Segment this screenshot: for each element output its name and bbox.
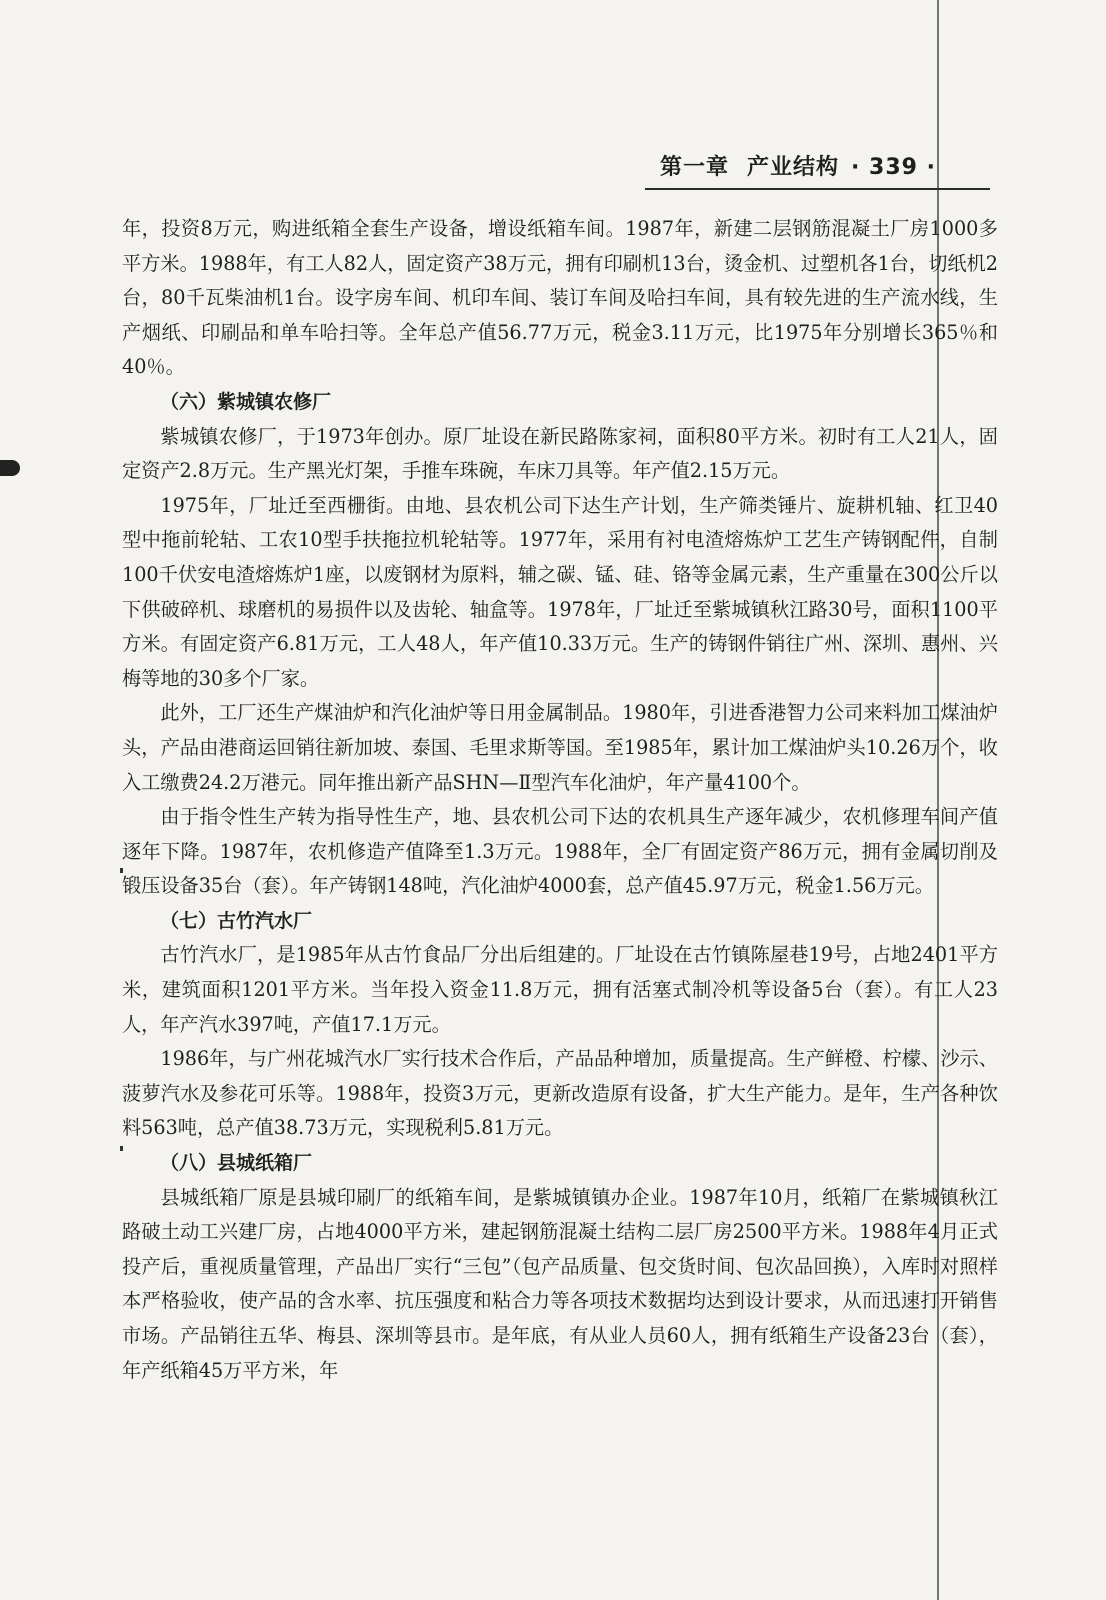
page-body xyxy=(122,212,998,1388)
paragraph: 年，投资8万元，购进纸箱全套生产设备，增设纸箱车间。1987年，新建二层钢筋混凝土厂房1000多平方米。1988年，有工人82人，固定资产38万元，拥有印刷机13台，烫金机、过塑机各1台，切纸机2台，80千瓦柴油机1台。设字房车间、机印车间、装订车间及哈扫车间，具有较先进的生产流水线，生产烟纸、印刷品和单车哈扫等。全年总产值56.77万元，税金3.11万元，比1975年分别增长365％和40％。 xyxy=(122,217,998,379)
paragraph: 此外，工厂还生产煤油炉和汽化油炉等日用金属制品。1980年，引进香港智力公司来料加工煤油炉头，产品由港商运回销往新加坡、泰国、毛里求斯等国。至1985年，累计加工煤油炉头10.26万个，收入工缴费24.2万港元。同年推出新产品SHN—Ⅱ型汽车化油炉，年产量4100个。 xyxy=(122,701,998,794)
paragraph: 古竹汽水厂，是1985年从古竹食品厂分出后组建的。厂址设在古竹镇陈屋巷19号，占地2401平方米，建筑面积1201平方米。当年投入资金11.8万元，拥有活塞式制冷机等设备5台（套）。有工人23人，年产汽水397吨，产值17.1万元。 xyxy=(122,943,998,1036)
paragraph: 紫城镇农修厂，于1973年创办。原厂址设在新民路陈家祠，面积80平方米。初时有工人21人，固定资产2.8万元。生产黑光灯架，手推车珠碗，车床刀具等。年产值2.15万元。 xyxy=(122,424,998,483)
paragraph: 县城纸箱厂原是县城印刷厂的纸箱车间，是紫城镇镇办企业。1987年10月，纸箱厂在紫城镇秋江路破土动工兴建厂房，占地4000平方米，建起钢筋混凝土结构二层厂房2500平方米。1988年4月正式投产后，重视质量管理，产品出厂实行“三包”（包产品质量、包交货时间、包次品回换），入库时对照样本严格验收，使产品的含水率、抗压强度和粘合力等各项技术数据均达到设计要求，从而迅速打开销售市场。产品销往五华、梅县、深圳等县市。是年底，有从业人员60人，拥有纸箱生产设备23台（套），年产纸箱45万平方米，年 xyxy=(122,1185,998,1382)
binder-hole-mark xyxy=(0,460,20,476)
paragraph: 1975年，厂址迁至西栅街。由地、县农机公司下达生产计划，生产筛类锤片、旋耕机轴、红卫40型中拖前轮轱、工农10型手扶拖拉机轮轱等。1977年，采用有衬电渣熔炼炉工艺生产铸钢配件，自制100千伏安电渣熔炼炉1座，以废钢材为原料，辅之碳、锰、硅、铬等金属元素，生产重量在300公斤以下供破碎机、球磨机的易损件以及齿轮、轴盒等。1978年，厂址迁至紫城镇秋江路30号，面积1100平方米。有固定资产6.81万元，工人48人，年产值10.33万元。生产的铸钢件销往广州、深圳、惠州、兴梅等地的30多个厂家。 xyxy=(122,493,998,690)
section-heading: （六）紫城镇农修厂 xyxy=(160,390,332,413)
chapter-label: 第一章 xyxy=(660,155,730,180)
header-rule xyxy=(645,188,990,190)
paragraph: 1986年，与广州花城汽水厂实行技术合作后，产品品种增加，质量提高。生产鲜橙、柠檬、沙示、菠萝汽水及参花可乐等。1988年，投资3万元，更新改造原有设备，扩大生产能力。是年，生产各种饮料563吨，总产值38.73万元，实现税利5.81万元。 xyxy=(122,1047,998,1140)
running-header xyxy=(660,150,936,181)
section-title: 产业结构 xyxy=(747,155,840,180)
paragraph: 由于指令性生产转为指导性生产，地、县农机公司下达的农机具生产逐年减少，农机修理车间产值逐年下降。1987年，农机修造产值降至1.3万元。1988年，全厂有固定资产86万元，拥有金属切削及锻压设备35台（套）。年产铸钢148吨，汽化油炉4000套，总产值45.97万元，税金1.56万元。 xyxy=(122,805,998,898)
page-number: · 339 · xyxy=(851,155,936,180)
section-heading: （七）古竹汽水厂 xyxy=(160,909,313,932)
section-heading: （八）县城纸箱厂 xyxy=(160,1152,313,1175)
